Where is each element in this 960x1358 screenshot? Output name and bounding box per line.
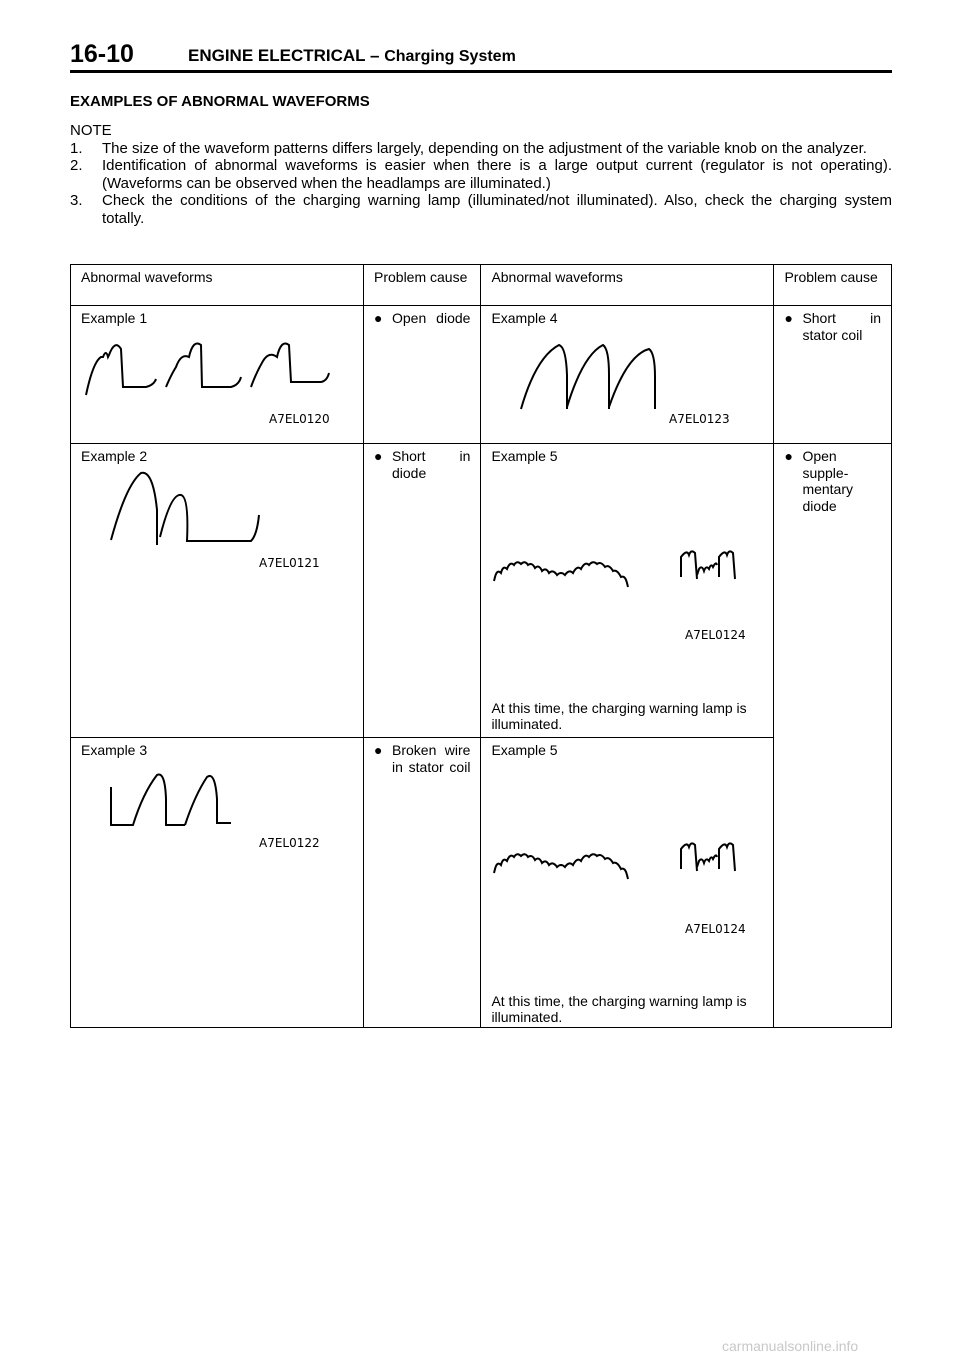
title-sub: Charging System [384,48,516,65]
cause-text: Short in diode [392,448,471,481]
figure-code: A7EL0121 [259,555,320,570]
example-label: Example 5 [491,742,558,758]
bullet-icon: ● [374,742,383,758]
bullet-icon: ● [784,448,793,464]
cause-text: Broken wire in stator coil [392,742,471,775]
note-item [70,157,892,192]
figure-code: A7EL0122 [259,835,320,850]
waveform-diagram [81,327,353,427]
title-main: ENGINE ELECTRICAL [188,46,366,65]
section-title: EXAMPLES OF ABNORMAL WAVEFORMS [70,93,370,110]
waveform-cell [481,306,774,444]
waveform-cell [71,738,364,1028]
table-header-row [71,265,892,306]
lamp-note: At this time, the charging warning lamp is illuminated. [491,699,747,732]
cause-text: Short in stator coil [802,310,881,343]
bullet-icon: ● [784,310,793,326]
lamp-note: At this time, the charging warning lamp is illuminated. [491,992,747,1025]
page-number: 16-10 [70,40,134,68]
cause-item [374,310,470,327]
waveform-diagram [491,465,763,691]
note-block [70,122,892,227]
cause-cell [774,306,892,444]
note-text: The size of the waveform patterns differs largely, depending on the adjustment of the variable knob on the analyzer. [102,139,867,157]
waveform-diagram [81,759,353,859]
note-text: Check the conditions of the charging warning lamp (illuminated/not illuminated). Also, check the charging system totally. [102,192,892,227]
example-label: Example 2 [81,448,148,464]
table-row [71,306,892,444]
waveform-diagram [491,759,763,983]
footer-watermark: carmanualsonline.info [722,1338,859,1354]
figure-code: A7EL0120 [269,411,330,426]
waveform-cell [71,306,364,444]
waveform-table [70,264,892,1028]
title-separator: – [370,46,380,65]
waveform-cell [481,444,774,738]
waveform-diagram [81,465,353,575]
bullet-icon: ● [374,448,383,464]
document-title [188,46,516,66]
waveform-cell [71,444,364,738]
column-header: Abnormal waveforms [71,265,364,306]
cause-cell [364,306,481,444]
waveform-diagram [491,327,763,427]
example-label: Example 3 [81,742,148,758]
note-item [70,192,892,227]
figure-code: A7EL0124 [685,627,747,642]
note-text: Identification of abnormal waveforms is easier when there is a large output current (regulator is not operating). (Waveforms can be observed when the headlamps are illuminated.) [102,157,892,192]
cause-text: Open diode [392,310,471,326]
example-label: Example 4 [491,310,558,326]
column-header: Abnormal waveforms [481,265,774,306]
waveform-cell [481,738,774,1028]
note-number: 1. [70,139,83,157]
figure-code: A7EL0124 [685,921,747,936]
cause-item [374,742,470,775]
cause-item [784,310,881,343]
note-number: 2. [70,157,83,174]
table-row [71,444,892,738]
cause-cell [364,738,481,1028]
figure-code: A7EL0123 [669,411,731,426]
bullet-icon: ● [374,310,383,326]
cause-item [784,448,881,514]
note-item [70,140,892,158]
cause-cell [364,444,481,738]
cause-item [374,448,470,481]
page-header [70,40,892,74]
cause-cell [774,444,892,1028]
example-label: Example 1 [81,310,148,326]
note-number: 3. [70,192,83,209]
column-header: Problem cause [774,265,892,306]
note-label: NOTE [70,122,112,139]
header-rule [70,70,892,73]
column-header: Problem cause [364,265,481,306]
table-row [71,738,892,1028]
cause-text: Open supple- mentary diode [802,448,854,514]
example-label: Example 5 [491,448,558,464]
